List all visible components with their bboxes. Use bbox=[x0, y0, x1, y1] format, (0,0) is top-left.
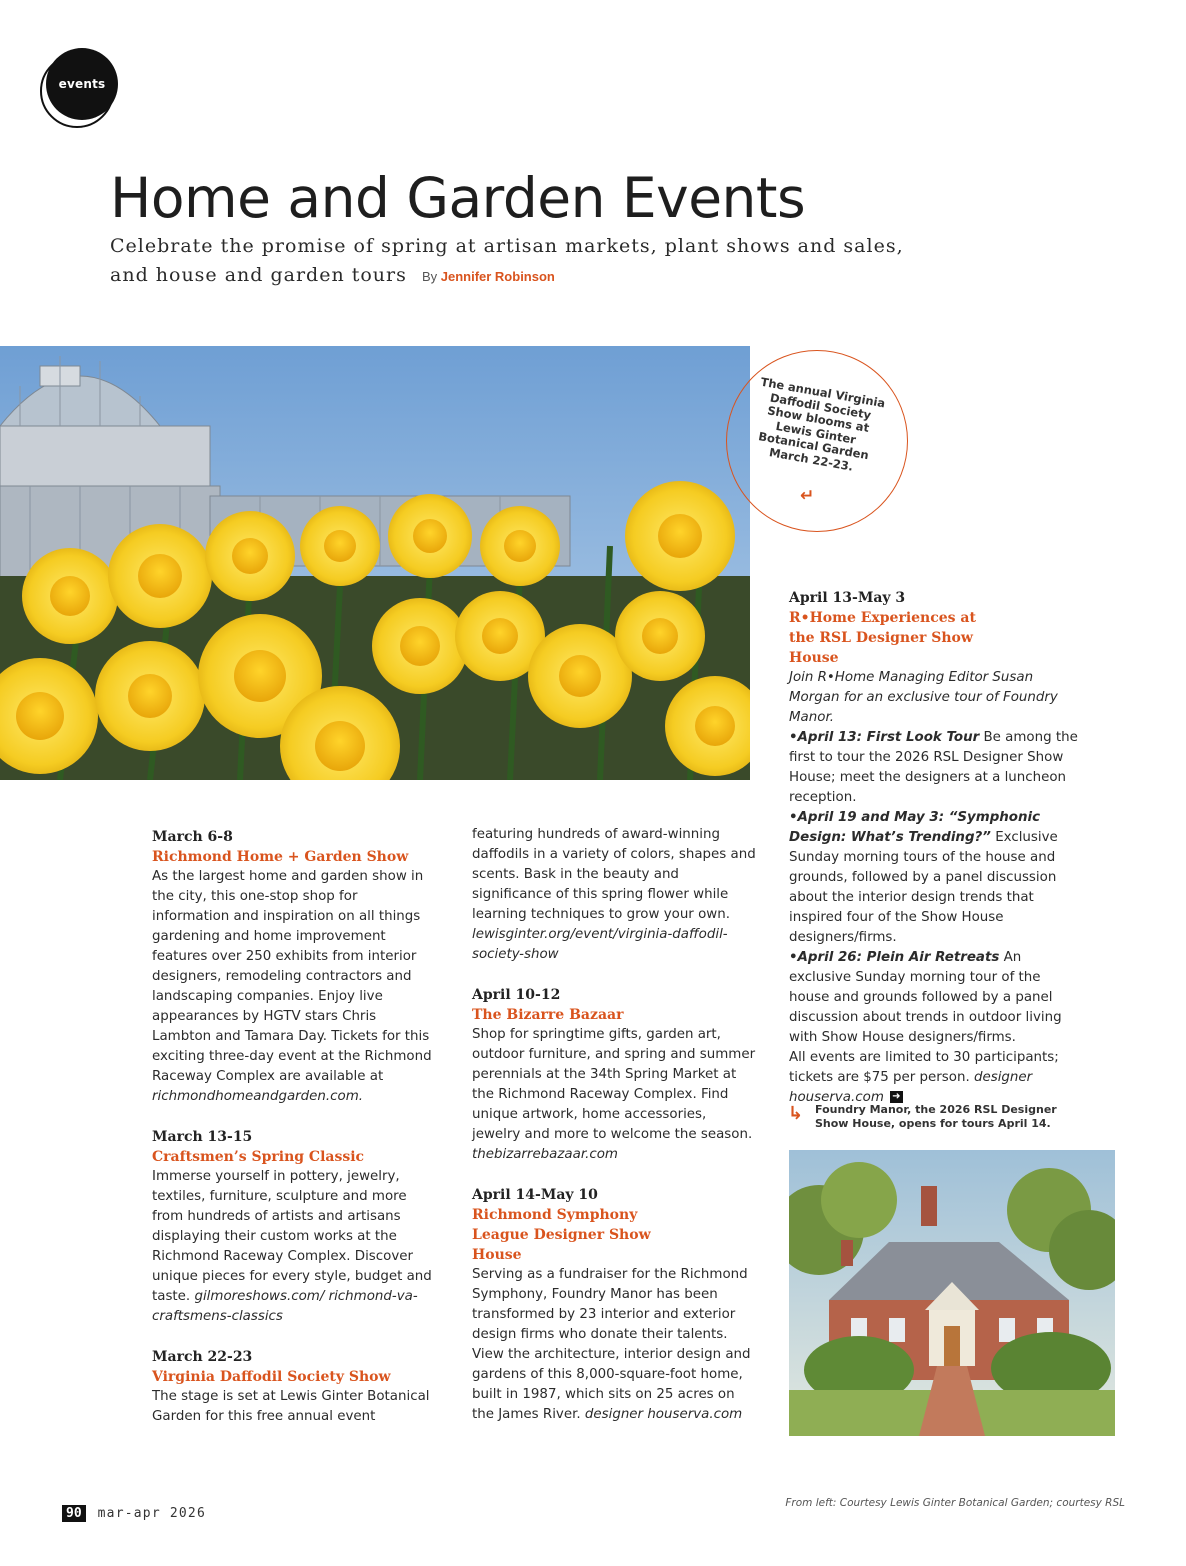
dek bbox=[110, 232, 940, 291]
event-body bbox=[152, 1167, 434, 1327]
author-name: Jennifer Robinson bbox=[440, 269, 555, 284]
event-link[interactable]: thebizarrebazaar.com bbox=[472, 1147, 618, 1162]
foundry-manor-painting bbox=[789, 1150, 1115, 1436]
byline bbox=[422, 269, 555, 284]
event-date: April 14-May 10 bbox=[472, 1187, 598, 1203]
event-link[interactable]: lewisginter.org/event/virginia-daffodil-society-show bbox=[472, 927, 728, 962]
event-link[interactable]: richmondhomeandgarden.com. bbox=[152, 1089, 364, 1104]
event-title: R•Home Experiences at the RSL Designer Show House bbox=[789, 610, 976, 666]
photo-credit: From left: Courtesy Lewis Ginter Botanical Garden; courtesy RSL bbox=[785, 1497, 1125, 1509]
event-continued bbox=[472, 825, 758, 965]
issue-date: mar-apr 2026 bbox=[97, 1506, 206, 1521]
page-number: 90 bbox=[62, 1505, 86, 1522]
page-title: Home and Garden Events bbox=[110, 166, 806, 230]
tour-item bbox=[789, 808, 1085, 948]
event-body bbox=[152, 867, 434, 1107]
tour-text: Exclusive Sunday morning tours of the house and grounds, followed by a panel discussion about the interior design trends that inspired four of the Show House designers/firms. bbox=[789, 830, 1058, 945]
event-link[interactable]: gilmoreshows.com/ richmond-va-craftsmens-classics bbox=[152, 1289, 418, 1324]
tour-lead: •April 26: Plein Air Retreats bbox=[789, 950, 1000, 965]
event-item bbox=[152, 827, 434, 1107]
event-body bbox=[472, 1265, 758, 1425]
column-3 bbox=[789, 588, 1085, 1108]
event-text: As the largest home and garden show in the city, this one-stop shop for information and inspiration on all things gardening and home improvement features over 250 exhibits from interior designers, remodeling contractors and landscaping companies. Enjoy live appearances by HGTV stars Chris Lambton and Tamara Day. Tickets for this exciting three-day event at the Richmond Raceway Complex are available at bbox=[152, 869, 432, 1084]
folio bbox=[62, 1505, 206, 1522]
event-intro: Join R•Home Managing Editor Susan Morgan for an exclusive tour of Foundry Manor. bbox=[789, 670, 1058, 725]
tour-lead: •April 19 and May 3: “Symphonic Design: What’s Trending?” bbox=[789, 810, 1041, 845]
event-link[interactable]: designer houserva.com bbox=[584, 1407, 743, 1422]
event-item bbox=[152, 1127, 434, 1327]
event-body bbox=[472, 1025, 758, 1165]
event-date: March 13-15 bbox=[152, 1129, 253, 1145]
event-date: March 22-23 bbox=[152, 1349, 253, 1365]
event-text: Shop for springtime gifts, garden art, outdoor furniture, and spring and summer perennials at the 34th Spring Market at the Richmond Raceway Complex. Find unique artwork, home accessories, jewelry and more to welcome the season. bbox=[472, 1027, 756, 1142]
event-title: Craftsmen’s Spring Classic bbox=[152, 1149, 365, 1165]
event-text: Immerse yourself in pottery, jewelry, textiles, furniture, sculpture and more from hundreds of artists and artisans displaying their custom works at the Richmond Raceway Complex. Discover unique pieces for every style, budget and taste. bbox=[152, 1169, 432, 1304]
event-text: Serving as a fundraiser for the Richmond Symphony, Foundry Manor has been transformed by 23 interior and exterior design firms who donate their talents. View the architecture, interior design and gardens of this 8,000-square-foot home, built in 1987, which sits on 25 acres on the James River. bbox=[472, 1267, 751, 1422]
hero-caption: The annual Virginia Daffodil Society Show blooms at Lewis Ginter Botanical Garden March 22-23. bbox=[757, 374, 887, 474]
event-title: Richmond Home + Garden Show bbox=[152, 849, 409, 865]
down-arrow-icon: ↳ bbox=[788, 1103, 804, 1124]
section-badge bbox=[40, 48, 122, 130]
event-item bbox=[472, 1185, 758, 1425]
event-title: Virginia Daffodil Society Show bbox=[152, 1369, 391, 1385]
foundry-caption: Foundry Manor, the 2026 RSL Designer Show House, opens for tours April 14. bbox=[815, 1103, 1057, 1130]
badge-label: events bbox=[46, 48, 118, 120]
event-title: The Bizarre Bazaar bbox=[472, 1007, 624, 1023]
tour-text: An exclusive Sunday morning tour of the house and grounds followed by a panel discussion about trends in outdoor living with Show House designers/firms. bbox=[789, 950, 1062, 1045]
right-arrow-icon: ➜ bbox=[890, 1091, 903, 1103]
column-2 bbox=[472, 825, 758, 1445]
event-item bbox=[152, 1347, 434, 1427]
tour-item bbox=[789, 948, 1085, 1048]
event-title: Richmond Symphony League Designer Show House bbox=[472, 1207, 651, 1263]
event-text: featuring hundreds of award-winning daffodils in a variety of colors, shapes and scents. Bask in the beauty and significance of this spring flower while learning techniques to grow your own. bbox=[472, 827, 756, 922]
event-date: April 10-12 bbox=[472, 987, 561, 1003]
byline-by: By bbox=[421, 269, 438, 284]
closing-text: All events are limited to 30 participants; tickets are $75 per person. bbox=[789, 1050, 1059, 1085]
closing bbox=[789, 1048, 1085, 1108]
return-arrow-icon: ↵ bbox=[800, 486, 815, 506]
event-date: March 6-8 bbox=[152, 829, 233, 845]
event-date: April 13-May 3 bbox=[789, 590, 906, 606]
event-link[interactable]: designer houserva.com bbox=[789, 1070, 1033, 1105]
tour-item bbox=[789, 728, 1085, 808]
tour-lead: •April 13: First Look Tour bbox=[789, 730, 980, 745]
event-body: The stage is set at Lewis Ginter Botanical Garden for this free annual event bbox=[152, 1389, 430, 1424]
column-1 bbox=[152, 827, 434, 1447]
dek-text: Celebrate the promise of spring at artisan markets, plant shows and sales, and house and garden tours bbox=[110, 235, 904, 286]
tour-text: Be among the first to tour the 2026 RSL Designer Show House; meet the designers at a luncheon reception. bbox=[789, 730, 1078, 805]
hero-photo bbox=[0, 346, 750, 780]
event-item bbox=[472, 985, 758, 1165]
